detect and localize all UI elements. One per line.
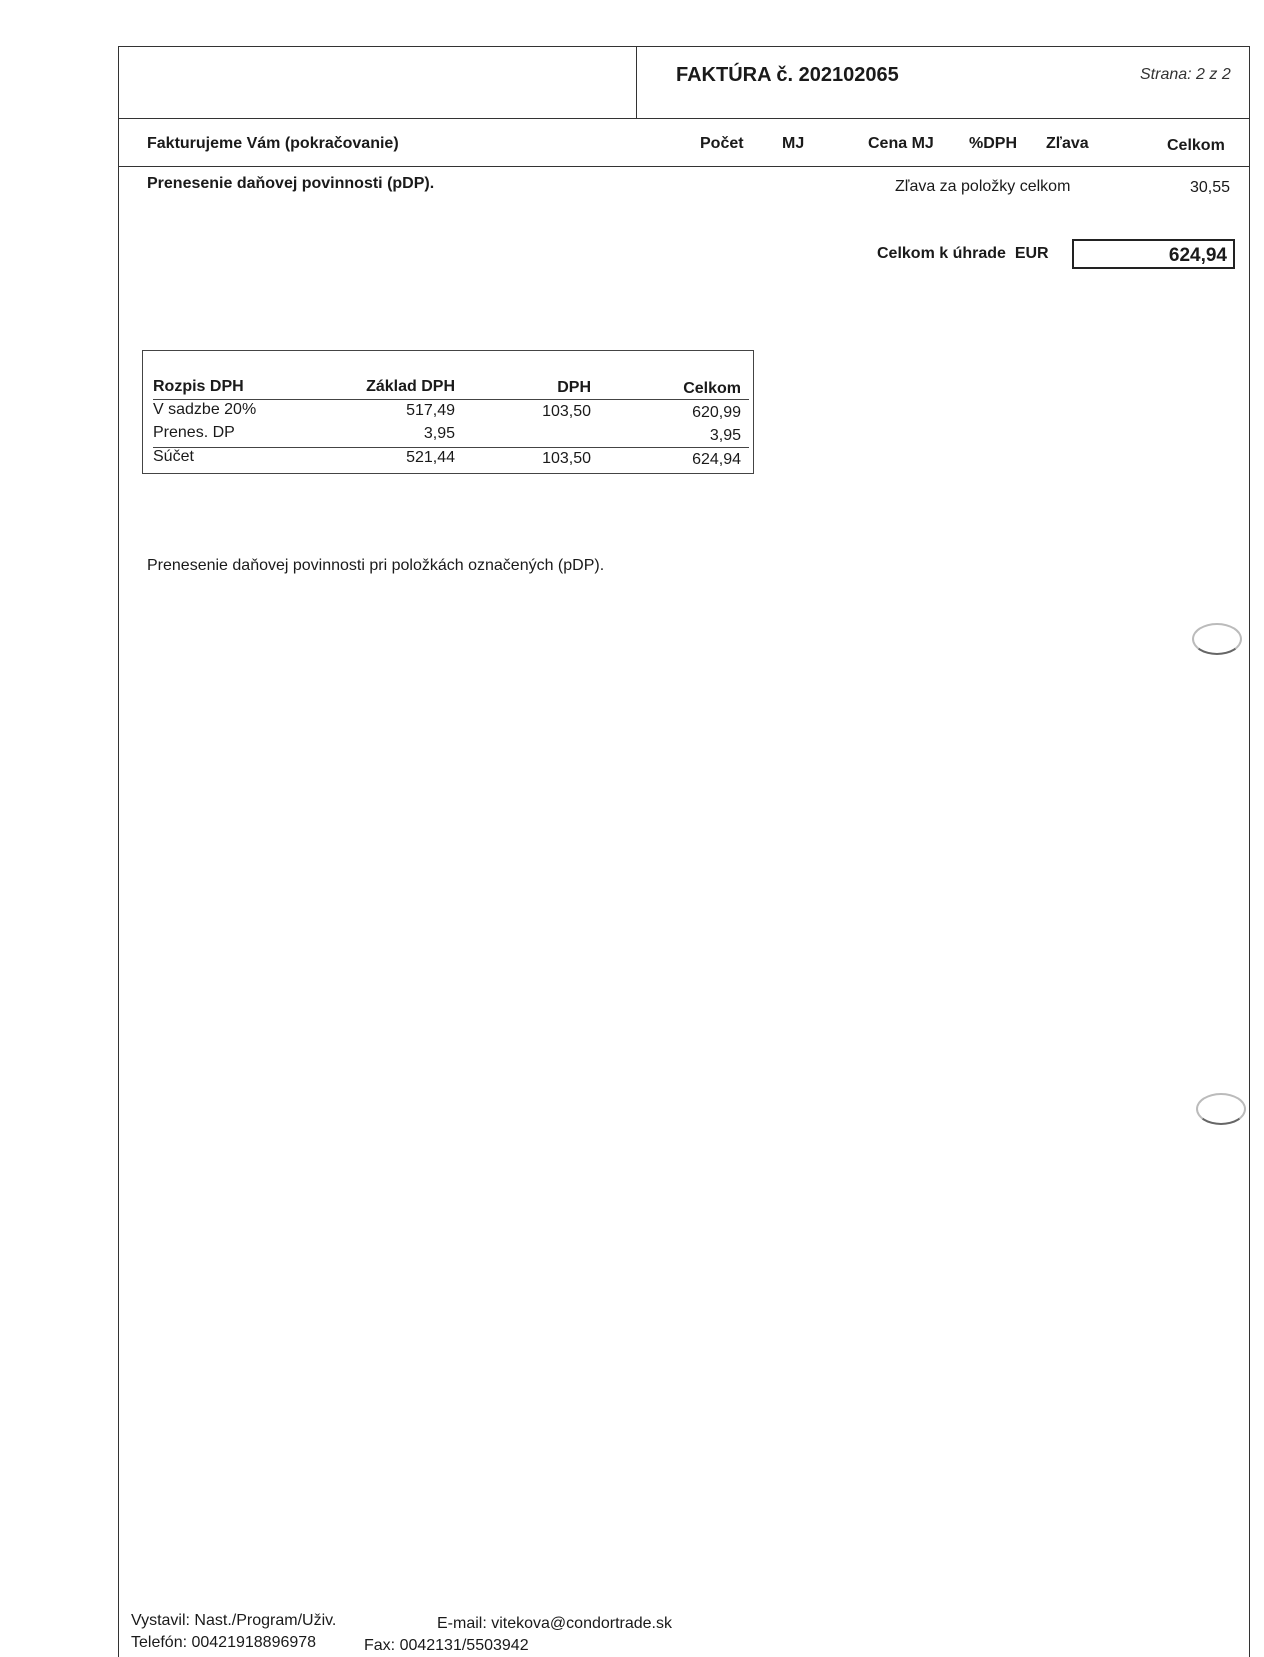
col-header-unit: MJ xyxy=(782,135,805,152)
vat-row-total: 620,99 xyxy=(692,404,741,421)
discount-label: Zľava za položky celkom xyxy=(895,178,1071,195)
vat-header-base: Základ DPH xyxy=(366,378,455,395)
col-header-total: Celkom xyxy=(1167,137,1225,154)
header-divider-vertical xyxy=(636,46,637,119)
footer-issued-by: Vystavil: Nast./Program/Uživ. xyxy=(131,1612,337,1629)
vat-sum-divider xyxy=(153,447,749,448)
col-header-vat-pct: %DPH xyxy=(969,135,1018,152)
vat-header-label: Rozpis DPH xyxy=(153,378,244,395)
reverse-charge-note: Prenesenie daňovej povinnosti (pDP). xyxy=(147,175,435,192)
vat-row-vat: 103,50 xyxy=(542,403,591,420)
discount-value: 30,55 xyxy=(1189,179,1230,196)
vat-sum-base: 521,44 xyxy=(406,449,455,466)
col-header-qty: Počet xyxy=(700,135,744,152)
page-number: Strana: 2 z 2 xyxy=(1140,66,1231,83)
vat-row-label: Prenes. DP xyxy=(153,424,235,441)
vat-row-total: 3,95 xyxy=(709,427,741,444)
vat-breakdown-table xyxy=(142,350,754,474)
col-header-description: Fakturujeme Vám (pokračovanie) xyxy=(147,135,399,152)
footer-phone: Telefón: 00421918896978 xyxy=(131,1634,317,1651)
vat-row-base: 517,49 xyxy=(406,402,455,419)
invoice-frame xyxy=(118,46,1250,1657)
vat-header-divider xyxy=(153,399,749,400)
footer-fax: Fax: 0042131/5503942 xyxy=(364,1637,529,1654)
invoice-title: FAKTÚRA č. 202102065 xyxy=(676,64,899,86)
vat-row-base: 3,95 xyxy=(423,425,455,442)
header-divider xyxy=(118,118,1250,119)
footer-email: E-mail: vitekova@condortrade.sk xyxy=(437,1615,672,1632)
column-header-divider xyxy=(118,166,1250,167)
vat-sum-total: 624,94 xyxy=(692,451,741,468)
vat-header-total: Celkom xyxy=(683,380,741,397)
col-header-unit-price: Cena MJ xyxy=(868,135,934,152)
punch-hole-icon xyxy=(1192,623,1242,655)
punch-hole-icon xyxy=(1196,1093,1246,1125)
total-due-box xyxy=(1072,239,1235,269)
vat-header-vat: DPH xyxy=(557,379,591,396)
vat-sum-vat: 103,50 xyxy=(542,450,591,467)
vat-sum-label: Súčet xyxy=(153,448,194,465)
reverse-charge-explanation: Prenesenie daňovej povinnosti pri položkách označených (pDP). xyxy=(147,557,605,574)
total-due-label: Celkom k úhrade EUR xyxy=(877,245,1049,262)
col-header-discount: Zľava xyxy=(1046,135,1089,152)
total-due-value: 624,94 xyxy=(1168,245,1227,266)
vat-row-label: V sadzbe 20% xyxy=(153,401,257,418)
